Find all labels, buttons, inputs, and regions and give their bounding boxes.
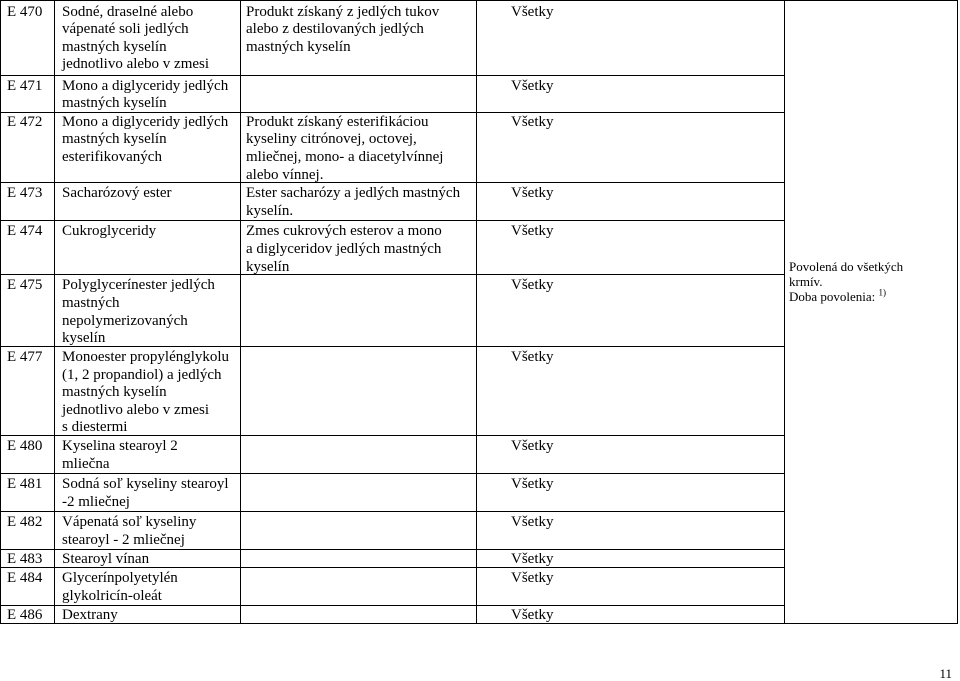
row-name-line: Mono a diglyceridy jedlých [62,78,229,94]
approval-note-line: krmív. [789,274,823,289]
row-code: E 482 [7,514,43,530]
row-code: E 471 [7,78,43,94]
row-name-line: (1, 2 propandiol) a jedlých [62,367,222,383]
row-code: E 475 [7,277,43,293]
row-name-line: Kyselina stearoyl 2 [62,438,178,454]
row-category: Všetky [511,514,554,530]
row-name-line: s diestermi [62,419,128,435]
row-code: E 486 [7,607,43,623]
col-divider-4 [784,1,785,623]
row-category: Všetky [511,551,554,567]
row-divider [1,75,784,76]
row-category: Všetky [511,438,554,454]
row-name-line: nepolymerizovaných [62,313,188,329]
row-spec-line: mastných kyselín [246,39,351,55]
row-name-line: glykolricín-oleát [62,588,162,604]
row-divider [1,346,784,347]
approval-period-line [789,289,886,304]
page-number: 11 [939,666,952,681]
row-code: E 474 [7,223,43,239]
row-name-line: esterifikovaných [62,149,162,165]
col-divider-2 [240,1,241,623]
row-name-line: Monoester propylénglykolu [62,349,230,365]
row-code: E 470 [7,4,43,20]
row-name-line: Mono a diglyceridy jedlých [62,114,229,130]
row-category: Všetky [511,607,554,623]
row-name-line: stearoyl - 2 mliečnej [62,532,185,548]
col-divider-3 [476,1,477,623]
row-spec-line: alebo z destilovaných jedlých [246,21,424,37]
row-name-line: jednotlivo alebo v zmesi [62,402,210,418]
row-category: Všetky [511,114,554,130]
row-code: E 477 [7,349,43,365]
row-code: E 480 [7,438,43,454]
row-spec-line: kyselín [246,259,290,275]
row-category: Všetky [511,78,554,94]
row-name-line: mastných kyselín [62,39,167,55]
row-name-line: Vápenatá soľ kyseliny [62,514,197,530]
row-spec-line: Ester sacharózy a jedlých mastných [246,185,461,201]
row-category: Všetky [511,476,554,492]
row-code: E 484 [7,570,43,586]
row-divider [1,274,784,275]
footnote-mark: 1) [878,287,887,298]
row-name-line: Cukroglyceridy [62,223,157,239]
row-name-line: mastných kyselín [62,131,167,147]
row-name-line: Polyglycerínester jedlých [62,277,215,293]
row-name-line: kyselín [62,330,106,346]
row-name-line: mliečna [62,456,110,472]
row-name-line: Sodné, draselné alebo [62,4,194,20]
row-name-line: Sodná soľ kyseliny stearoyl [62,476,229,492]
row-name-line: mastných [62,295,120,311]
row-divider [1,220,784,221]
row-name-line: Sacharózový ester [62,185,172,201]
row-spec-line: kyseliny citrónovej, octovej, [246,131,417,147]
row-spec-line: Zmes cukrových esterov a mono [246,223,442,239]
row-spec-line: kyselín. [246,203,294,219]
approval-period-label: Doba povolenia: [789,289,876,304]
row-spec-line: Produkt získaný esterifikáciou [246,114,429,130]
row-name-line: mastných kyselín [62,384,167,400]
row-name-line: -2 mliečnej [62,494,130,510]
row-category: Všetky [511,185,554,201]
row-category: Všetky [511,570,554,586]
row-code: E 483 [7,551,43,567]
row-category: Všetky [511,4,554,20]
row-divider [1,473,784,474]
row-category: Všetky [511,349,554,365]
col-divider-1 [54,1,55,623]
row-category: Všetky [511,223,554,239]
row-name-line: Dextrany [62,607,118,623]
row-spec-line: mliečnej, mono- a diacetylvínnej [246,149,444,165]
row-code: E 481 [7,476,43,492]
row-name-line: vápenaté soli jedlých [62,21,189,37]
row-category: Všetky [511,277,554,293]
row-divider [1,182,784,183]
row-spec-line: alebo vínnej. [246,167,324,183]
row-spec-line: a diglyceridov jedlých mastných [246,241,442,257]
row-code: E 473 [7,185,43,201]
row-name-line: Glycerínpolyetylén [62,570,178,586]
row-name-line: mastných kyselín [62,95,167,111]
approval-note-line: Povolená do všetkých [789,259,904,274]
row-name-line: jednotlivo alebo v zmesi [62,56,210,72]
row-code: E 472 [7,114,43,130]
row-name-line: Stearoyl vínan [62,551,150,567]
row-spec-line: Produkt získaný z jedlých tukov [246,4,440,20]
